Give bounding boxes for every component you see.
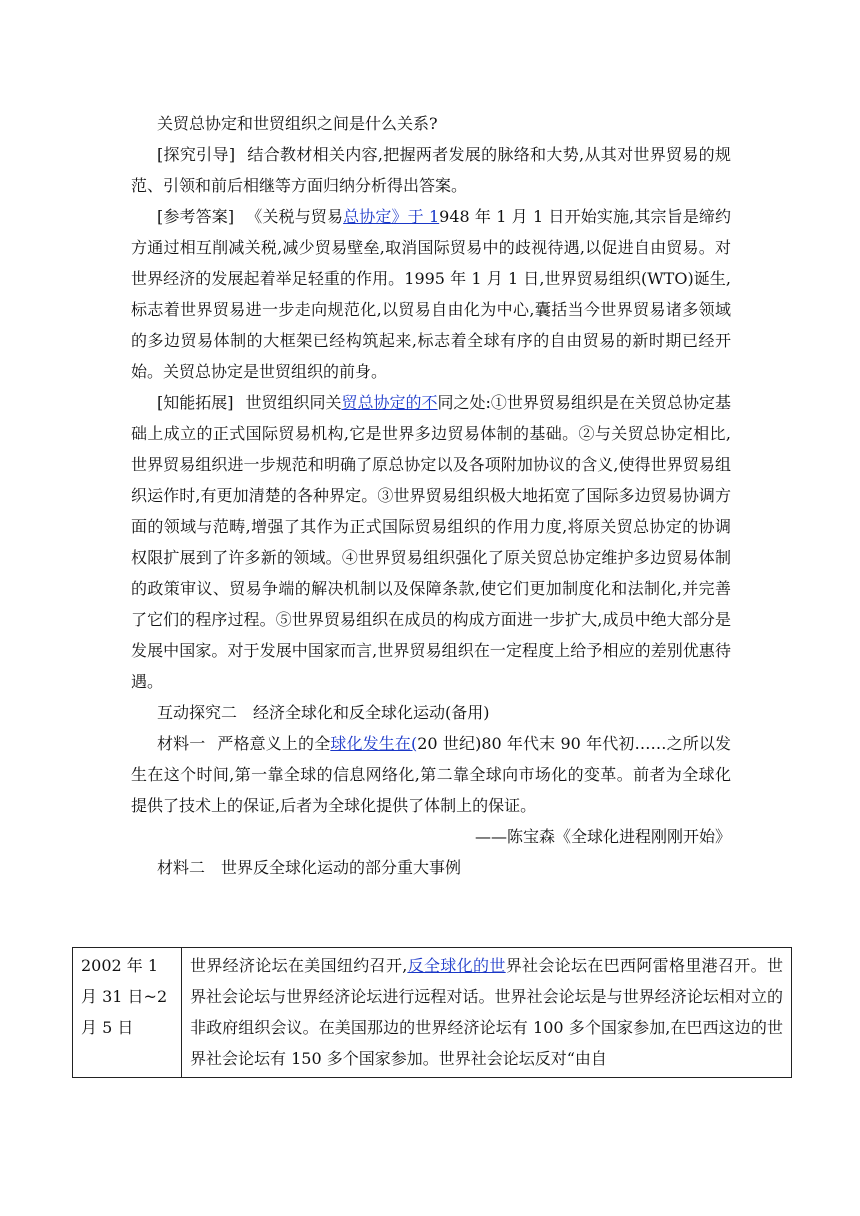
extension-link[interactable]: 贸总协定的不 (341, 393, 438, 412)
extension-text-post: 同之处:①世界贸易组织是在关贸总协定基础上成立的正式国际贸易机构,它是世界多边贸易体制的基础。②与关贸总协定相比,世界贸易组织进一步规范和明确了原总协定以及各项附加协议的含义,使得世界贸易组织运作时,有更加清楚的各种界定。③世界贸易组织极大地拓宽了国际多边贸易协调方面的领域与范畴,增强了其作为正式国际贸易组织的作用力度,将原关贸总协定的协调权限扩展到了许多新的领域。④世界贸易组织强化了原关贸总协定维护多边贸易体制的政策审议、贸易争端的解决机制以及保障条款,使它们更加制度化和法制化,并完善了它们的程序过程。⑤世界贸易组织在成员的构成方面进一步扩大,成员中绝大部分是发展中国家。对于发展中国家而言,世界贸易组织在一定程度上给予相应的差别优惠待遇。 (131, 393, 731, 691)
guide-paragraph (131, 139, 731, 201)
guide-text: 结合教材相关内容,把握两者发展的脉络和大势,从其对世界贸易的规范、引领和前后相继等方面归纳分析得出答案。 (131, 145, 731, 195)
answer-paragraph (131, 201, 731, 387)
event-desc-post: 界社会论坛在巴西阿雷格里港召开。世界社会论坛与世界经济论坛进行远程对话。世界社会论坛是与世界经济论坛相对立的非政府组织会议。在美国那边的世界经济论坛有 100 多个国家参加,在巴西这边的世界社会论坛有 150 多个国家参加。世界社会论坛反对“由自 (190, 956, 783, 1068)
main-text (131, 108, 731, 883)
event-desc-pre: 世界经济论坛在美国纽约召开, (190, 956, 408, 975)
event-desc-cell (182, 948, 792, 1078)
events-table (72, 947, 792, 1078)
question-text: 关贸总协定和世贸组织之间是什么关系? (157, 114, 438, 133)
event-desc-link[interactable]: 反全球化的世 (407, 956, 506, 975)
extension-text-pre: 世贸组织同关 (245, 393, 342, 412)
extension-paragraph (131, 387, 731, 697)
answer-text-pre: 《关税与贸易 (246, 207, 344, 226)
answer-link[interactable]: 总协定》于 1 (343, 207, 440, 226)
section2-heading: 互动探究二 经济全球化和反全球化运动(备用) (157, 703, 490, 722)
material1-paragraph (131, 728, 731, 821)
material1-source: ——陈宝森《全球化进程刚刚开始》 (474, 827, 731, 846)
material1-label: 材料一 (157, 734, 206, 753)
event-date-cell: 2002 年 1 月 31 日~2 月 5 日 (73, 948, 182, 1078)
material1-link[interactable]: 球化发生在( (330, 734, 418, 753)
answer-text-post: 948 年 1 月 1 日开始实施,其宗旨是缔约方通过相互削减关税,减少贸易壁垒,取消国际贸易中的歧视待遇,以促进自由贸易。对世界经济的发展起着举足轻重的作用。1995 年 1 月 1 日,世界贸易组织(WTO)诞生,标志着世界贸易进一步走向规范化,以贸易自由化为中心,囊括当今世界贸易诸多领域的多边贸易体制的大框架已经构筑起来,标志着全球有序的自由贸易的新时期已经开始。关贸总协定是世贸组织的前身。 (131, 207, 731, 381)
guide-label: [探究引导] (157, 145, 236, 164)
material1-text-pre: 严格意义上的全 (217, 734, 331, 753)
answer-label: [参考答案] (157, 207, 235, 226)
material2-caption: 材料二 世界反全球化运动的部分重大事例 (157, 858, 462, 877)
material1-text-post: 20 世纪)80 年代末 90 年代初……之所以发生在这个时间,第一靠全球的信息网络化,第二靠全球向市场化的变革。前者为全球化提供了技术上的保证,后者为全球化提供了体制上的保证。 (131, 734, 731, 815)
extension-label: [知能拓展] (157, 393, 234, 412)
table-row (73, 948, 792, 1078)
